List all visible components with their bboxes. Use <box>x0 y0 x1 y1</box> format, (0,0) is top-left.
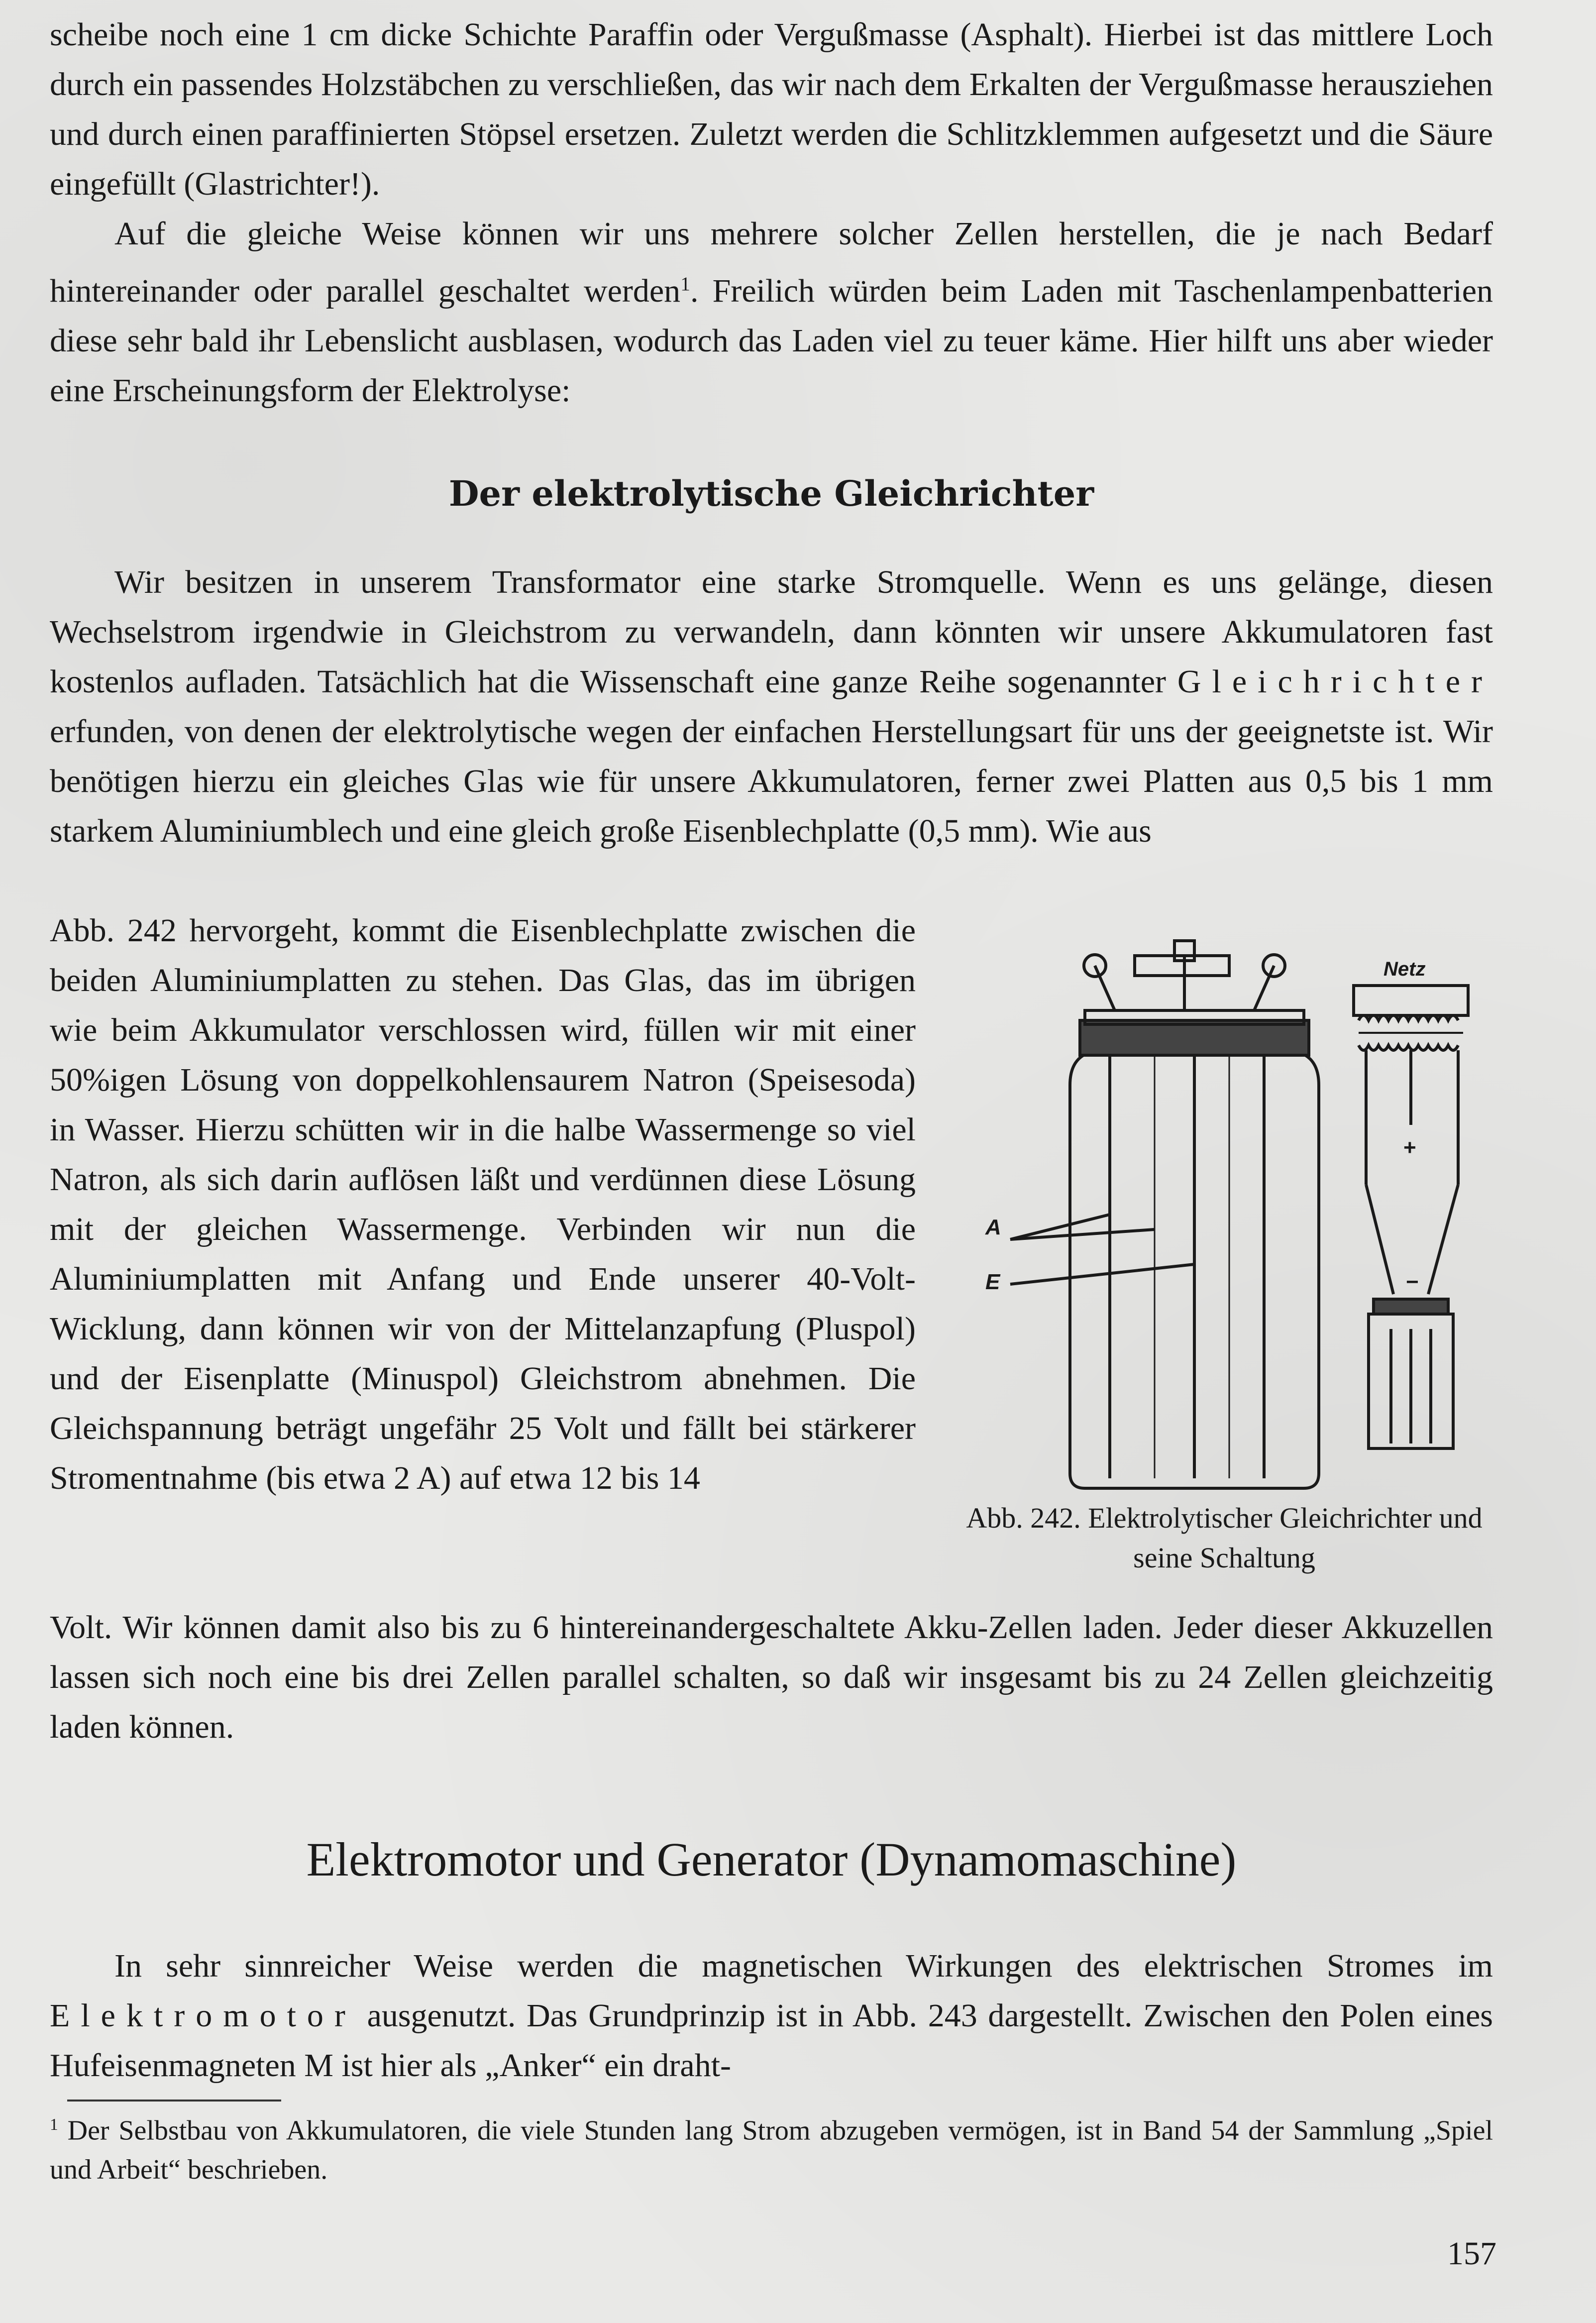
figure-caption: Abb. 242. Elektrolytischer Gleichrichter und seine Schaltung <box>966 1502 1483 1574</box>
footnote-ref: 1 <box>680 273 690 295</box>
paragraph-3-text: Wir besitzen in unserem Transformator eine starke Stromquelle. Wenn es uns gelänge, diesen Wechselstrom irgendwie in Gleichstrom zu verwandeln, dann könnten wir unsere Akkumulatoren fast kostenlos aufladen. Tatsächlich hat die Wissenschaft eine ganze Reihe sogenannter <box>50 564 1493 700</box>
label-e: E <box>985 1270 1000 1294</box>
label-minus: − <box>1406 1270 1419 1294</box>
subheading: Der elektrolytische Gleichrichter <box>448 473 1094 514</box>
label-a: A <box>985 1215 1001 1239</box>
paragraph-1-text: scheibe noch eine 1 cm dicke Schichte Paraffin oder Vergußmasse (Asphalt). Hierbei ist das mittlere Loch durch ein passendes Holzstäbchen zu verschließen, das wir nach dem Erkalten der Vergußmasse herausziehen und durch einen paraffinierten Stöpsel ersetzen. Zuletzt werden die Schlitzklemmen aufgesetzt und die Säure eingefüllt (Glastrichter!). <box>50 16 1493 202</box>
paragraph-4-text: In sehr sinnreicher Weise werden die magnetischen Wirkungen des elektrischen Stromes im <box>114 1948 1493 1984</box>
page-number: 157 <box>1447 2235 1496 2272</box>
emphasis-elektromotor: Elektromotor <box>50 1997 356 2034</box>
footnote-mark: 1 <box>50 2115 58 2134</box>
label-netz: Netz <box>1383 958 1426 980</box>
paragraph-2 <box>50 209 1493 416</box>
footnote <box>50 2105 1493 2189</box>
paragraph-2-text: Auf die gleiche Weise können wir uns mehrere solcher Zellen herstellen, die je nach Bedarf hintereinander oder parallel geschaltet werden <box>50 216 1493 309</box>
figure-rectifier <box>946 936 1503 1573</box>
emphasis-gleichrichter: Gleichrichter <box>1177 664 1493 700</box>
paragraph-3-text-b: erfunden, von denen der elektrolytische wegen der einfachen Herstellungsart für uns der geeignetste ist. Wir benötigen hierzu ein gleiches Glas wie für unsere Akkumulatoren, ferner zwei Platten aus 0,5 bis 1 mm starkem Aluminiumblech und eine gleich große Eisenblechplatte (0,5 mm). Wie aus <box>50 713 1493 849</box>
paragraph-3-wrapped-text: Abb. 242 hervorgeht, kommt die Eisenblechplatte zwischen die beiden Aluminiumplatten zu stehen. Das Glas, das im übrigen wie beim Akkumulator verschlossen wird, füllen wir mit einer 50%igen Lösung von doppelkohlensaurem Natron (Speisesoda) in Wasser. Hierzu schütten wir in die halbe Wassermenge so viel Natron, als sich darin auflösen läßt und verdünnen diese Lösung mit der gleichen Wassermenge. Verbinden wir nun die Aluminiumplatten mit Anfang und Ende unserer 40-Volt-Wicklung, dann können wir von der Mittelanzapfung (Pluspol) und der Eisenplatte (Minuspol) Gleichstrom abnehmen. Die Gleichspannung beträgt ungefähr 25 Volt und fällt bei stärkerer Stromentnahme (bis etwa 2 A) auf etwa 12 bis 14 <box>50 912 916 1496</box>
paragraph-3-wrapped <box>50 906 916 1503</box>
paragraph-3-end-text: Volt. Wir können damit also bis zu 6 hintereinandergeschaltete Akku-Zellen laden. Jeder dieser Akkuzellen lassen sich noch eine bis drei Zellen parallel schalten, so daß wir insgesamt bis zu 24 Zellen gleichzeitig laden können. <box>50 1609 1493 1745</box>
subheading-block <box>50 473 1493 514</box>
paragraph-4-text-b: ausgenutzt. Das Grundprinzip ist in Abb. 243 dargestellt. Zwischen den Polen eines Hufeisenmagneten M ist hier als „Anker“ ein draht- <box>50 1997 1493 2084</box>
label-plus: + <box>1403 1135 1416 1160</box>
rectifier-illustration <box>946 936 1503 1503</box>
paragraph-3-end <box>50 1603 1493 1752</box>
section-heading-block <box>50 1832 1493 1887</box>
paragraph-3 <box>50 557 1493 856</box>
section-heading: Elektromotor und Generator (Dynamomaschine) <box>306 1833 1237 1886</box>
paragraph-1 <box>50 10 1493 209</box>
paragraph-2-rest: . Freilich würden beim Laden mit Taschenlampenbatterien diese sehr bald ihr Lebenslicht ausblasen, wodurch das Laden viel zu teuer käme. Hier hilft uns aber wieder eine Erscheinungsform der Elektrolyse: <box>50 273 1493 409</box>
footnote-text: Der Selbstbau von Akkumulatoren, die viele Stunden lang Strom abzugeben vermögen, ist in Band 54 der Sammlung „Spiel und Arbeit“ beschrieben. <box>50 2115 1493 2185</box>
paragraph-4 <box>50 1941 1493 2091</box>
footnote-divider <box>67 2100 281 2102</box>
